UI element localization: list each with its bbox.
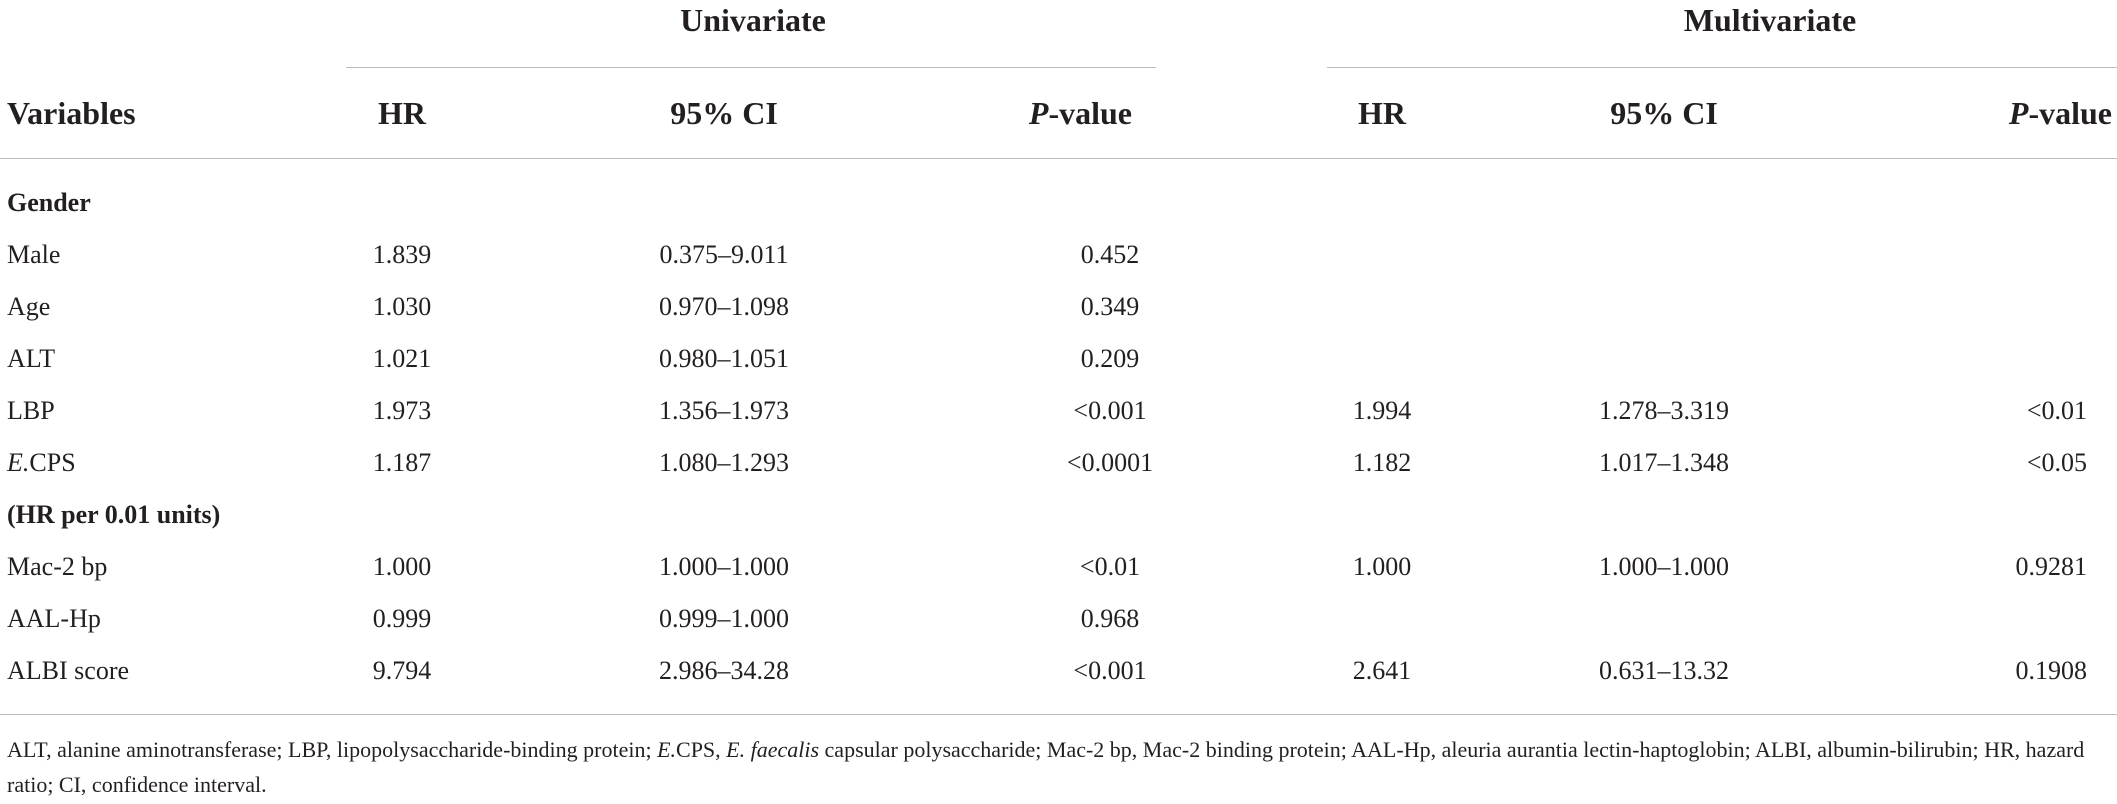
univariate-hr: 1.021 bbox=[372, 344, 432, 373]
row-label: LBP bbox=[7, 396, 55, 425]
col-header-univariate-ci: 95% CI bbox=[670, 95, 778, 131]
table-row-ecps bbox=[0, 444, 2117, 484]
table-footnote bbox=[7, 732, 2107, 802]
footnote-ecps-italic: E. bbox=[657, 737, 677, 762]
col-header-variables: Variables bbox=[7, 95, 136, 131]
table-row-albi bbox=[0, 652, 2117, 692]
multivariate-p: 0.1908 bbox=[2015, 656, 2087, 685]
table-row-mac2bp bbox=[0, 548, 2117, 588]
p-suffix: -value bbox=[1048, 95, 1132, 131]
row-label: (HR per 0.01 units) bbox=[7, 500, 221, 529]
univariate-group-title: Univariate bbox=[680, 2, 826, 38]
univariate-p: <0.001 bbox=[1073, 396, 1147, 425]
p-italic-letter: P bbox=[2008, 95, 2029, 131]
multivariate-hr: 1.182 bbox=[1352, 448, 1412, 477]
univariate-hr: 1.187 bbox=[372, 448, 432, 477]
row-label-italic-prefix: E. bbox=[7, 448, 30, 477]
univariate-ci: 0.999–1.000 bbox=[659, 604, 789, 633]
univariate-p: <0.001 bbox=[1073, 656, 1147, 685]
univariate-hr: 1.000 bbox=[372, 552, 432, 581]
univariate-rule bbox=[346, 67, 1156, 68]
col-header-univariate-p bbox=[1029, 95, 1132, 132]
multivariate-hr: 2.641 bbox=[1352, 656, 1412, 685]
univariate-ci: 0.980–1.051 bbox=[659, 344, 789, 373]
table-row-section-hr-per-unit bbox=[0, 496, 2117, 536]
univariate-ci: 1.000–1.000 bbox=[659, 552, 789, 581]
univariate-hr: 1.973 bbox=[372, 396, 432, 425]
table-row-lbp bbox=[0, 392, 2117, 432]
multivariate-ci: 1.278–3.319 bbox=[1599, 396, 1729, 425]
univariate-ci: 1.356–1.973 bbox=[659, 396, 789, 425]
col-header-multivariate-hr: HR bbox=[1358, 95, 1406, 131]
multivariate-p: <0.01 bbox=[2026, 396, 2087, 425]
p-italic-letter: P bbox=[1028, 95, 1049, 131]
univariate-hr: 9.794 bbox=[372, 656, 432, 685]
univariate-p: <0.01 bbox=[1079, 552, 1141, 581]
univariate-ci: 0.375–9.011 bbox=[659, 240, 789, 269]
row-label: Gender bbox=[7, 188, 91, 217]
table-row-age bbox=[0, 288, 2117, 328]
p-suffix: -value bbox=[2028, 95, 2112, 131]
multivariate-hr: 1.000 bbox=[1352, 552, 1412, 581]
header-bottom-rule bbox=[0, 158, 2117, 159]
univariate-p: 0.968 bbox=[1080, 604, 1140, 633]
row-label-text: CPS bbox=[29, 448, 76, 477]
multivariate-p: <0.05 bbox=[2026, 448, 2087, 477]
multivariate-rule bbox=[1327, 67, 2117, 68]
footnote-part-2: CPS, bbox=[676, 737, 727, 762]
univariate-p: <0.0001 bbox=[1066, 448, 1154, 477]
table-row-alt bbox=[0, 340, 2117, 380]
multivariate-hr: 1.994 bbox=[1352, 396, 1412, 425]
table-bottom-rule bbox=[0, 714, 2117, 715]
multivariate-ci: 1.000–1.000 bbox=[1599, 552, 1729, 581]
univariate-p: 0.209 bbox=[1080, 344, 1140, 373]
row-label: AAL-Hp bbox=[7, 604, 101, 633]
multivariate-group-title: Multivariate bbox=[1683, 2, 1857, 38]
footnote-part-1: ALT, alanine aminotransferase; LBP, lipopolysaccharide-binding protein; bbox=[7, 737, 658, 762]
univariate-p: 0.349 bbox=[1080, 292, 1140, 321]
table-row-aalhp bbox=[0, 600, 2117, 640]
row-label: ALT bbox=[7, 344, 56, 373]
footnote-efaecalis-italic: E. faecalis bbox=[726, 737, 820, 762]
row-label bbox=[7, 448, 76, 478]
multivariate-ci: 1.017–1.348 bbox=[1599, 448, 1729, 477]
footnote-part-3: capsular polysaccharide; Mac-2 bp, Mac-2 binding protein; AAL-Hp, aleuria aurantia lectin-haptoglobin; ALBI, albumin-bilirubin; HR, hazard ratio; CI, confidence interval. bbox=[7, 737, 2085, 797]
univariate-hr: 1.839 bbox=[372, 240, 432, 269]
row-label: Male bbox=[7, 240, 61, 269]
table-row-male bbox=[0, 236, 2117, 276]
univariate-hr: 1.030 bbox=[372, 292, 432, 321]
row-label: Mac-2 bp bbox=[7, 552, 108, 581]
row-label: Age bbox=[7, 292, 51, 321]
univariate-ci: 2.986–34.28 bbox=[659, 656, 789, 685]
col-header-univariate-hr: HR bbox=[378, 95, 426, 131]
univariate-p: 0.452 bbox=[1080, 240, 1140, 269]
multivariate-p: 0.9281 bbox=[2015, 552, 2087, 581]
univariate-ci: 0.970–1.098 bbox=[659, 292, 789, 321]
col-header-multivariate-p bbox=[2009, 95, 2112, 132]
univariate-ci: 1.080–1.293 bbox=[659, 448, 789, 477]
col-header-multivariate-ci: 95% CI bbox=[1610, 95, 1718, 131]
table-row-section-gender bbox=[0, 184, 2117, 224]
univariate-hr: 0.999 bbox=[372, 604, 432, 633]
row-label: ALBI score bbox=[7, 656, 130, 685]
multivariate-ci: 0.631–13.32 bbox=[1599, 656, 1729, 685]
